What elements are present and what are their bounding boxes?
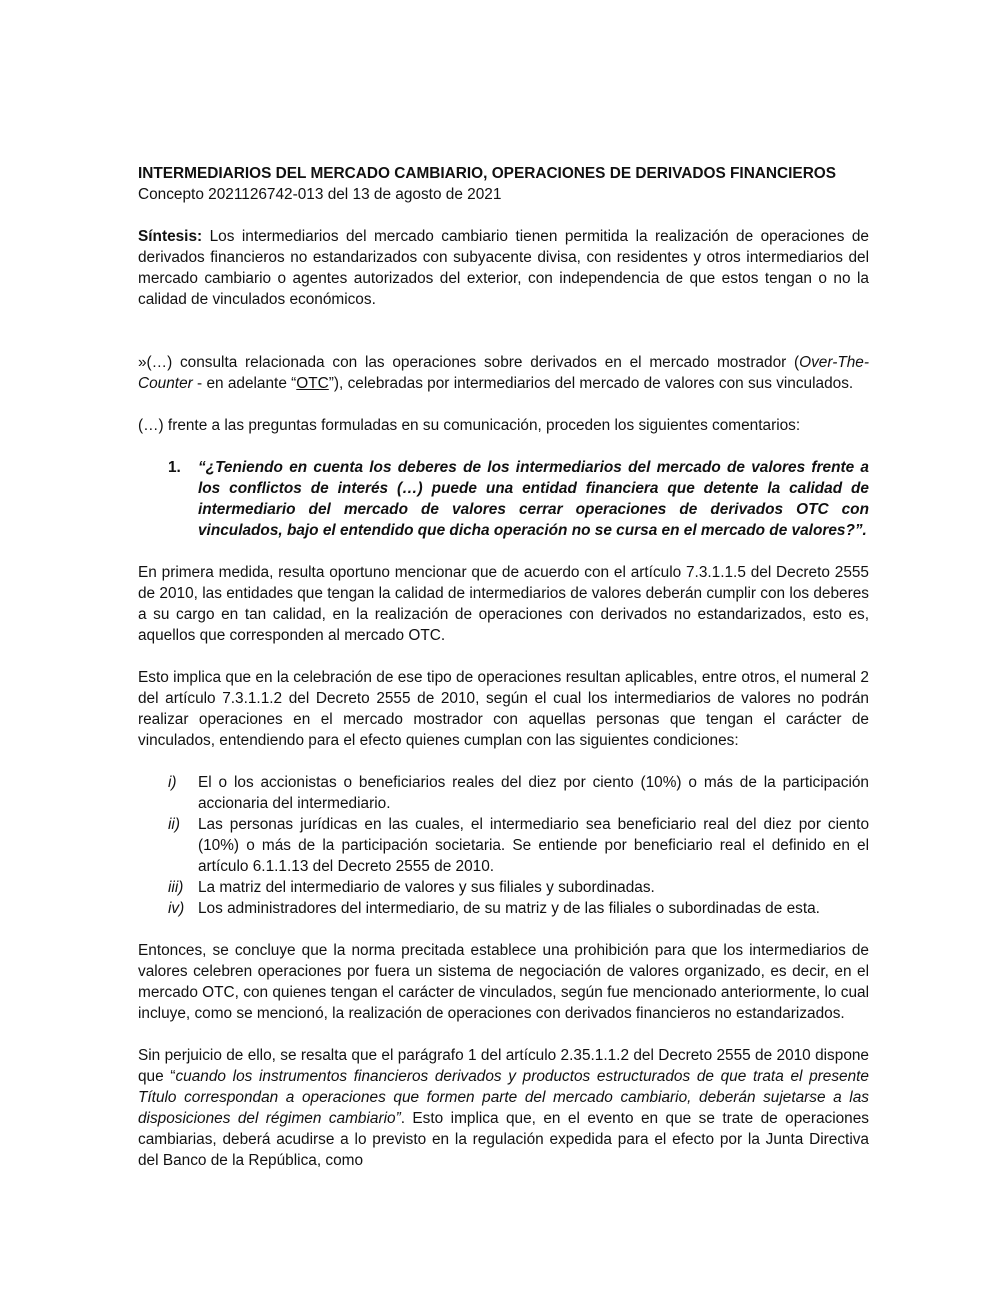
intro-paragraph-1	[138, 352, 869, 394]
list-marker: iv)	[168, 900, 185, 917]
body-paragraph-2: Esto implica que en la celebración de ese tipo de operaciones resultan aplicables, entre otros, el numeral 2 del artículo 7.3.1.1.2 del Decreto 2555 de 2010, según el cual los intermediarios de valores no podrán realizar operaciones en el mercado mostrador con aquellas personas que tengan el carácter de vinculados, entendiendo para el efecto quienes cumplan con las siguientes condiciones:	[138, 669, 869, 749]
concept-reference: Concepto 2021126742-013 del 13 de agosto de 2021	[138, 186, 502, 203]
question-1	[138, 457, 869, 541]
document-page	[138, 163, 869, 1171]
intro-paragraph-2: (…) frente a las preguntas formuladas en su comunicación, proceden los siguientes comentarios:	[138, 417, 801, 434]
list-item-text: Los administradores del intermediario, de su matriz y de las filiales o subordinadas de esta.	[198, 900, 820, 917]
p4-quoted-norm: cuando los instrumentos financieros derivados y productos estructurados de que trata el presente Título correspondan a operaciones que formen parte del mercado cambiario, deberán sujetarse a las disposiciones del régimen cambiario”	[138, 1068, 869, 1127]
question-text: “¿Teniendo en cuenta los deberes de los intermediarios del mercado de valores frente a los conflictos de interés (…) puede una entidad financiera que detente la calidad de intermediario del mercado de valores cerrar operaciones de derivados OTC con vinculados, bajo el entendido que dicha operación no se cursa en el mercado de valores?”.	[198, 459, 869, 539]
body-paragraph-4	[138, 1045, 869, 1171]
list-item	[138, 877, 869, 898]
p4-text-a: Sin perjuicio de ello, se resalta que el parágrafo 1 del artículo 2.35.1.1.2 del Decreto 2555 de 2010 dispone que “	[138, 1047, 869, 1085]
body-paragraph-3: Entonces, se concluye que la norma precitada establece una prohibición para que los intermediarios de valores celebren operaciones por fuera un sistema de negociación de valores organizado, es decir, en el mercado OTC, con quienes tengan el carácter de vinculados, según fue mencionado anteriormente, lo cual incluye, como se mencionó, la realización de operaciones con derivados financieros no estandarizados.	[138, 942, 869, 1022]
list-item	[138, 814, 869, 877]
list-marker: i)	[168, 774, 177, 791]
body-paragraph-1: En primera medida, resulta oportuno mencionar que de acuerdo con el artículo 7.3.1.1.5 del Decreto 2555 de 2010, las entidades que tengan la calidad de intermediarios de valores deberán cumplir con los deberes a su cargo en tan calidad, en la realización de operaciones con derivados no estandarizados, esto es, aquellos que corresponden al mercado OTC.	[138, 564, 869, 644]
intro-text-b: - en adelante “	[192, 375, 297, 392]
p4-text-b: . Esto implica que, en el evento en que se trate de operaciones cambiarias, deberá acudirse a lo previsto en la regulación expedida para el efecto por la Junta Directiva del Banco de la República, como	[138, 1110, 869, 1169]
intro-text-c: ”), celebradas por intermediarios del mercado de valores con sus vinculados.	[328, 375, 854, 392]
conditions-list	[138, 772, 869, 919]
list-item	[138, 772, 869, 814]
otc-abbreviation: OTC	[296, 375, 329, 392]
list-marker: ii)	[168, 816, 180, 833]
list-item	[138, 898, 869, 919]
document-title: INTERMEDIARIOS DEL MERCADO CAMBIARIO, OPERACIONES DE DERIVADOS FINANCIEROS	[138, 165, 837, 182]
list-marker: iii)	[168, 879, 184, 896]
list-item-text: La matriz del intermediario de valores y sus filiales y subordinadas.	[198, 879, 655, 896]
synthesis-label: Síntesis:	[138, 228, 203, 245]
list-item-text: El o los accionistas o beneficiarios reales del diez por ciento (10%) o más de la participación accionaria del intermediario.	[198, 774, 869, 812]
question-number: 1.	[168, 459, 181, 476]
synthesis-text: Los intermediarios del mercado cambiario tienen permitida la realización de operaciones de derivados financieros no estandarizados con subyacente divisa, con residentes y otros intermediarios del mercado cambiario o agentes autorizados del exterior, con independencia de que estos tengan o no la calidad de vinculados económicos.	[138, 228, 869, 308]
intro-text-a: »(…) consulta relacionada con las operaciones sobre derivados en el mercado mostrador (	[138, 354, 800, 371]
intro-italic-term: Over-The-Counter	[138, 354, 869, 392]
list-item-text: Las personas jurídicas en las cuales, el intermediario sea beneficiario real del diez por ciento (10%) o más de la participación societaria. Se entiende por beneficiario real el definido en el artículo 6.1.1.13 del Decreto 2555 de 2010.	[198, 816, 869, 875]
synthesis-paragraph	[138, 226, 869, 310]
